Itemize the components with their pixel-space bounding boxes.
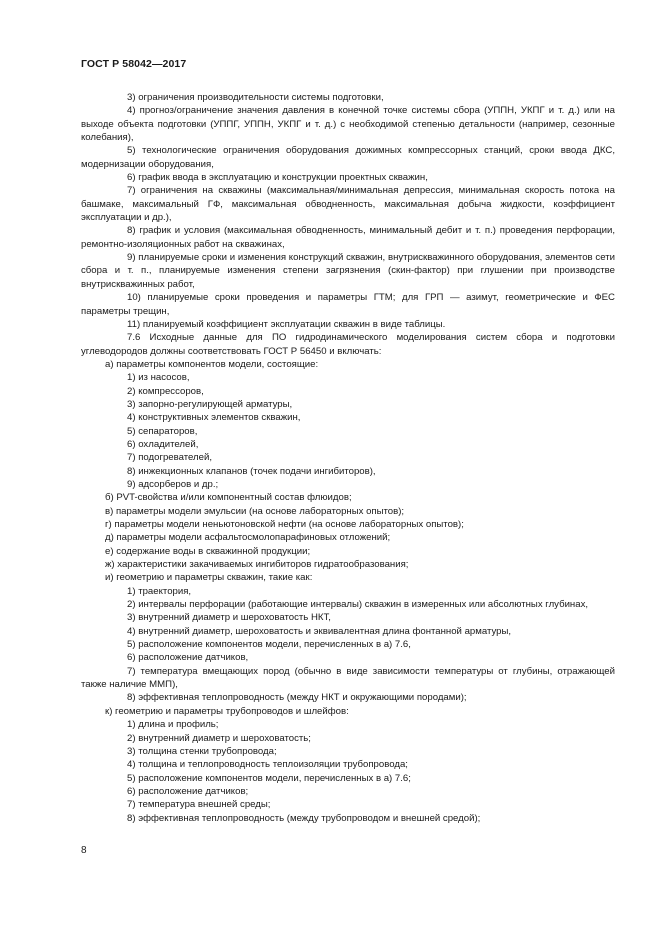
paragraph: 8) график и условия (максимальная обводненность, минимальный дебит и т. п.) проведения перфорации, ремонтно-изоляционных работ на скважинах, (81, 225, 615, 250)
paragraph: 6) график ввода в эксплуатацию и конструкции проектных скважин, (127, 172, 428, 184)
paragraph: 9) планируемые сроки и изменения конструкций скважин, внутрискважинного оборудования, элементов сети сбора и т. п., планируемые изменения степени загрязнения (скин-фактор) при глушении при производстве внутрискважинных работ, (81, 252, 615, 290)
standard-header: ГОСТ Р 58042—2017 (81, 58, 187, 70)
sub-list-item: 3) внутренний диаметр и шероховатость НКТ, (127, 612, 331, 624)
list-item: ж) характеристики закачиваемых ингибиторов гидратообразования; (105, 559, 409, 571)
sub-list-item: 3) толщина стенки трубопровода; (127, 745, 277, 757)
sub-list-item: 6) охладителей, (127, 438, 199, 450)
sub-list-item: 7) подогревателей, (127, 452, 212, 464)
paragraph: 5) технологические ограничения оборудования дожимных компрессорных станций, сроки ввода ДКС, модернизации оборудования, (81, 145, 615, 170)
list-item: и) геометрию и параметры скважин, такие как: (105, 572, 313, 584)
document-body (81, 91, 615, 825)
list-item: г) параметры модели неньютоновской нефти (на основе лабораторных опытов); (105, 519, 464, 530)
page-number: 8 (81, 845, 87, 856)
list-item: д) параметры модели асфальтосмолопарафиновых отложений; (105, 532, 391, 544)
list-item: б) PVT-свойства и/или компонентный состав флюидов; (105, 492, 352, 504)
list-item: а) параметры компонентов модели, состоящие: (105, 358, 319, 370)
sub-list-item: 5) расположение компонентов модели, перечисленных в а) 7.6; (127, 772, 411, 784)
paragraph: 2) интервалы перфорации (работающие интервалы) скважин в измеренных или абсолютных глубинах, (127, 599, 589, 611)
paragraph: 10) планируемые сроки проведения и параметры ГТМ; для ГРП — азимут, геометрические и ФЕС параметры трещин, (81, 292, 615, 317)
sub-list-item: 1) траектория, (127, 585, 192, 597)
list-item: к) геометрию и параметры трубопроводов и шлейфов: (105, 705, 349, 717)
sub-list-item: 9) адсорберов и др.; (127, 478, 219, 490)
sub-list-item: 5) сепараторов, (127, 425, 198, 437)
sub-list-item: 7) температура внешней среды; (127, 799, 271, 811)
sub-list-item: 2) внутренний диаметр и шероховатость; (127, 732, 311, 744)
paragraph: 3) ограничения производительности системы подготовки, (127, 92, 384, 103)
paragraph: 11) планируемый коэффициент эксплуатации скважин в виде таблицы. (127, 318, 446, 330)
sub-list-item: 1) длина и профиль; (127, 719, 219, 731)
sub-list-item: 5) расположение компонентов модели, перечисленных в а) 7.6, (127, 639, 411, 651)
sub-list-item: 8) эффективная теплопроводность (между НКТ и окружающими породами); (127, 692, 467, 704)
sub-list-item: 3) запорно-регулирующей арматуры, (127, 398, 293, 410)
sub-list-item: 4) конструктивных элементов скважин, (127, 412, 301, 424)
list-item: е) содержание воды в скважинной продукции; (105, 545, 311, 557)
sub-list-item: 6) расположение датчиков; (127, 785, 249, 797)
sub-list-item: 1) из насосов, (127, 372, 190, 384)
sub-list-item: 8) эффективная теплопроводность (между трубопроводом и внешней средой); (127, 812, 481, 824)
sub-list-item: 8) инжекционных клапанов (точек подачи ингибиторов), (127, 465, 376, 477)
paragraph: 7) ограничения на скважины (максимальная/минимальная депрессия, минимальная скорость потока на башмаке, максимальный ГФ, максимальная обводненность, максимальная добыча жидкости, коэффициент эксплуатации и др.), (81, 185, 615, 224)
paragraph: 7.6 Исходные данные для ПО гидродинамического моделирования систем сбора и подготовки углеводородов должны соответствовать ГОСТ Р 56450 и включать: (81, 332, 615, 357)
list-item: в) параметры модели эмульсии (на основе лабораторных опытов); (105, 505, 405, 517)
sub-list-item: 4) толщина и теплопроводность теплоизоляции трубопровода; (127, 759, 408, 771)
sub-list-item: 6) расположение датчиков, (127, 652, 249, 664)
sub-list-item: 4) внутренний диаметр, шероховатость и эквивалентная длина фонтанной арматуры, (127, 625, 512, 637)
sub-list-item: 2) компрессоров, (127, 385, 204, 397)
paragraph: 7) температура вмещающих пород (обычно в виде зависимости температуры от глубины, отражающей также наличие ММП), (81, 665, 615, 691)
paragraph: 4) прогноз/ограничение значения давления в конечной точке системы сбора (УППН, УКПГ и т. д.) или на выходе объекта подготовки (УППГ, УППН, УКПГ и т. д.) с необходимой степенью детальности (например, сезонные колебания), (81, 105, 615, 144)
